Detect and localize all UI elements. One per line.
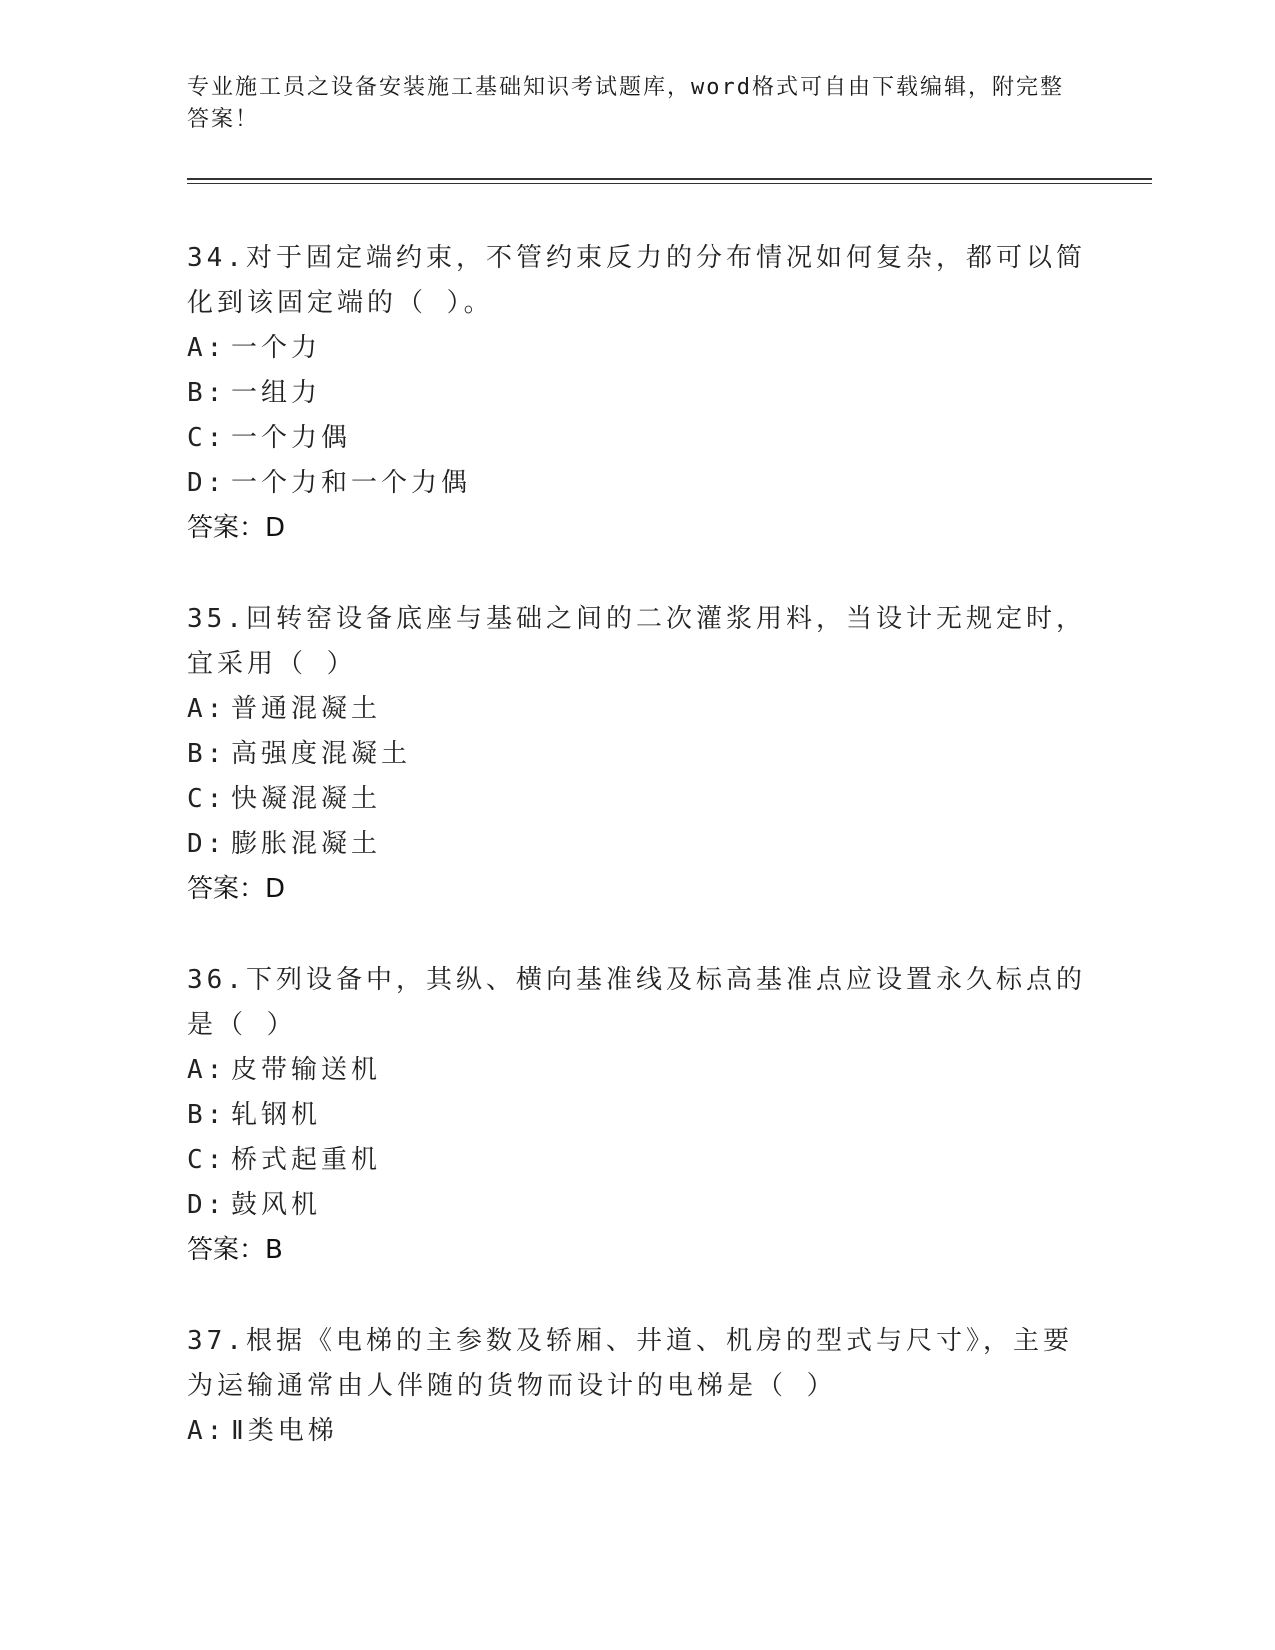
option-text: 鼓风机 [231, 1190, 322, 1220]
option-key: B: [187, 1100, 227, 1130]
question-stem: 35.回转窑设备底座与基础之间的二次灌浆用料，当设计无规定时，宜采用（ ） [187, 604, 1086, 679]
option-c [187, 1138, 1087, 1183]
option-key: A: [187, 694, 227, 724]
question-35 [187, 597, 1087, 912]
option-key: D: [187, 468, 227, 498]
option-key: D: [187, 829, 227, 859]
document-header [187, 72, 1067, 136]
question-stem: 36.下列设备中，其纵、横向基准线及标高基准点应设置永久标点的是（ ） [187, 965, 1086, 1040]
option-b [187, 732, 1087, 777]
option-text: 普通混凝土 [231, 694, 382, 724]
option-c [187, 416, 1087, 461]
option-text: 轧钢机 [231, 1100, 322, 1130]
option-a [187, 326, 1087, 371]
question-list [187, 236, 1087, 1500]
option-text: 一个力偶 [231, 423, 352, 453]
option-text: 桥式起重机 [231, 1145, 382, 1175]
option-d [187, 461, 1087, 506]
option-text: 高强度混凝土 [231, 739, 412, 769]
option-key: C: [187, 1145, 227, 1175]
option-d [187, 822, 1087, 867]
question-37 [187, 1319, 1087, 1454]
option-text: 一组力 [231, 378, 322, 408]
option-a [187, 1048, 1087, 1093]
answer-line: 答案：D [187, 513, 286, 543]
option-d [187, 1183, 1087, 1228]
answer-line: 答案：D [187, 874, 286, 904]
option-b [187, 1093, 1087, 1138]
option-b [187, 371, 1087, 416]
option-text: Ⅱ类电梯 [231, 1416, 338, 1446]
option-text: 一个力和一个力偶 [231, 468, 472, 498]
option-key: B: [187, 378, 227, 408]
option-a [187, 1409, 1087, 1454]
question-36 [187, 958, 1087, 1273]
option-key: C: [187, 784, 227, 814]
option-key: A: [187, 1055, 227, 1085]
header-divider-thin [187, 183, 1152, 184]
option-key: A: [187, 1416, 227, 1446]
option-key: B: [187, 739, 227, 769]
option-text: 快凝混凝土 [231, 784, 382, 814]
option-text: 皮带输送机 [231, 1055, 382, 1085]
option-key: D: [187, 1190, 227, 1220]
option-text: 膨胀混凝土 [231, 829, 382, 859]
option-key: A: [187, 333, 227, 363]
option-c [187, 777, 1087, 822]
question-stem: 34.对于固定端约束，不管约束反力的分布情况如何复杂，都可以简化到该固定端的（ ）。 [187, 243, 1086, 318]
header-text: 专业施工员之设备安装施工基础知识考试题库，word格式可自由下载编辑，附完整答案！ [187, 75, 1064, 132]
question-stem: 37.根据《电梯的主参数及轿厢、井道、机房的型式与尺寸》，主要为运输通常由人伴随的货物而设计的电梯是（ ） [187, 1326, 1073, 1401]
option-text: 一个力 [231, 333, 322, 363]
answer-line: 答案：B [187, 1235, 283, 1265]
option-a [187, 687, 1087, 732]
option-key: C: [187, 423, 227, 453]
question-34 [187, 236, 1087, 551]
header-divider-thick [187, 178, 1152, 180]
